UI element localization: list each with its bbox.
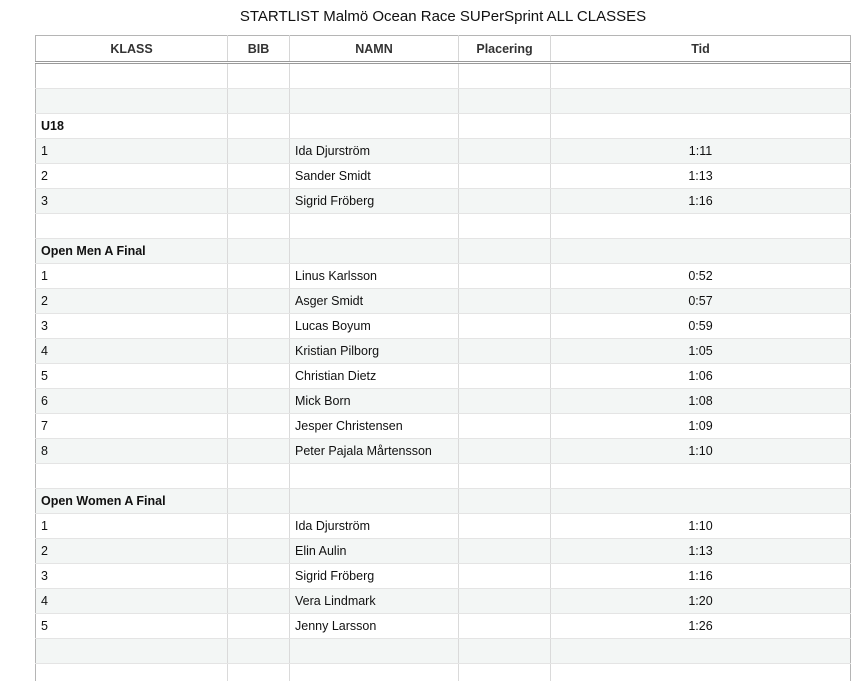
tid-cell[interactable]: 1:10 xyxy=(551,439,851,464)
klass-cell[interactable] xyxy=(36,214,228,239)
placering-cell[interactable] xyxy=(459,614,551,639)
klass-cell[interactable] xyxy=(36,89,228,114)
bib-cell[interactable] xyxy=(228,414,290,439)
namn-cell[interactable]: Sander Smidt xyxy=(290,164,459,189)
header-row xyxy=(36,36,851,63)
table-row xyxy=(36,139,851,164)
klass-cell[interactable]: 3 xyxy=(36,314,228,339)
bib-cell[interactable] xyxy=(228,314,290,339)
table-row xyxy=(36,414,851,439)
namn-cell[interactable]: Lucas Boyum xyxy=(290,314,459,339)
klass-cell[interactable]: 4 xyxy=(36,589,228,614)
placering-cell[interactable] xyxy=(459,139,551,164)
klass-cell[interactable]: 5 xyxy=(36,364,228,389)
table-body xyxy=(36,63,851,681)
bib-cell[interactable] xyxy=(228,614,290,639)
table-row xyxy=(36,539,851,564)
page-title: STARTLIST Malmö Ocean Race SUPerSprint ALL CLASSES xyxy=(239,8,647,25)
tid-cell[interactable] xyxy=(551,489,851,514)
blank-row xyxy=(36,214,851,239)
bib-cell[interactable] xyxy=(228,114,290,139)
placering-cell[interactable] xyxy=(459,339,551,364)
namn-cell[interactable] xyxy=(290,89,459,114)
klass-cell[interactable]: 4 xyxy=(36,339,228,364)
namn-cell[interactable] xyxy=(290,214,459,239)
tid-cell[interactable] xyxy=(551,239,851,264)
table-row xyxy=(36,339,851,364)
bib-cell[interactable] xyxy=(228,164,290,189)
placering-cell[interactable] xyxy=(459,289,551,314)
klass-cell[interactable]: 2 xyxy=(36,289,228,314)
namn-cell[interactable]: Vera Lindmark xyxy=(290,589,459,614)
bib-cell[interactable] xyxy=(228,589,290,614)
placering-cell[interactable] xyxy=(459,164,551,189)
bib-cell[interactable] xyxy=(228,439,290,464)
namn-cell[interactable] xyxy=(290,664,459,681)
tid-cell[interactable] xyxy=(551,639,851,664)
bib-cell[interactable] xyxy=(228,339,290,364)
column-header-tid[interactable]: Tid xyxy=(551,36,851,63)
placering-cell[interactable] xyxy=(459,414,551,439)
placering-cell[interactable] xyxy=(459,63,551,89)
column-header-namn[interactable]: NAMN xyxy=(290,36,459,63)
tid-cell[interactable]: 1:10 xyxy=(551,514,851,539)
namn-cell[interactable]: Kristian Pilborg xyxy=(290,339,459,364)
table-row xyxy=(36,189,851,214)
table-row xyxy=(36,514,851,539)
klass-cell[interactable]: 5 xyxy=(36,614,228,639)
klass-cell[interactable]: 2 xyxy=(36,539,228,564)
bib-cell[interactable] xyxy=(228,539,290,564)
placering-cell[interactable] xyxy=(459,189,551,214)
bib-cell[interactable] xyxy=(228,139,290,164)
namn-cell[interactable]: Mick Born xyxy=(290,389,459,414)
namn-cell[interactable] xyxy=(290,639,459,664)
klass-cell[interactable] xyxy=(36,63,228,89)
placering-cell[interactable] xyxy=(459,314,551,339)
bib-cell[interactable] xyxy=(228,514,290,539)
namn-cell[interactable]: Peter Pajala Mårtensson xyxy=(290,439,459,464)
bib-cell[interactable] xyxy=(228,489,290,514)
tid-cell[interactable]: 1:26 xyxy=(551,614,851,639)
tid-cell[interactable] xyxy=(551,114,851,139)
klass-cell[interactable]: 1 xyxy=(36,139,228,164)
placering-cell[interactable] xyxy=(459,589,551,614)
placering-cell[interactable] xyxy=(459,514,551,539)
tid-cell[interactable]: 1:13 xyxy=(551,164,851,189)
blank-row xyxy=(36,639,851,664)
tid-cell[interactable] xyxy=(551,214,851,239)
klass-cell[interactable]: 1 xyxy=(36,264,228,289)
namn-cell[interactable] xyxy=(290,464,459,489)
bib-cell[interactable] xyxy=(228,639,290,664)
namn-cell[interactable]: Sigrid Fröberg xyxy=(290,189,459,214)
placering-cell[interactable] xyxy=(459,389,551,414)
bib-cell[interactable] xyxy=(228,564,290,589)
namn-cell[interactable]: Christian Dietz xyxy=(290,364,459,389)
namn-cell[interactable]: Sigrid Fröberg xyxy=(290,564,459,589)
placering-cell[interactable] xyxy=(459,489,551,514)
klass-cell[interactable] xyxy=(36,664,228,681)
klass-cell[interactable]: Open Men A Final xyxy=(36,239,228,264)
section-header-row xyxy=(36,114,851,139)
namn-cell[interactable]: Ida Djurström xyxy=(290,514,459,539)
placering-cell[interactable] xyxy=(459,364,551,389)
tid-cell[interactable]: 1:08 xyxy=(551,389,851,414)
klass-cell[interactable]: 3 xyxy=(36,189,228,214)
column-header-bib[interactable]: BIB xyxy=(228,36,290,63)
bib-cell[interactable] xyxy=(228,664,290,681)
table-row xyxy=(36,589,851,614)
tid-cell[interactable] xyxy=(551,664,851,681)
namn-cell[interactable]: Linus Karlsson xyxy=(290,264,459,289)
klass-cell[interactable]: 8 xyxy=(36,439,228,464)
klass-cell[interactable]: 1 xyxy=(36,514,228,539)
table-row xyxy=(36,564,851,589)
klass-cell[interactable]: 6 xyxy=(36,389,228,414)
namn-cell[interactable]: Jenny Larsson xyxy=(290,614,459,639)
tid-cell[interactable] xyxy=(551,464,851,489)
column-header-klass[interactable]: KLASS xyxy=(36,36,228,63)
namn-cell[interactable] xyxy=(290,239,459,264)
tid-cell[interactable]: 1:09 xyxy=(551,414,851,439)
bib-cell[interactable] xyxy=(228,264,290,289)
blank-row xyxy=(36,63,851,89)
klass-cell[interactable] xyxy=(36,639,228,664)
bib-cell[interactable] xyxy=(228,63,290,89)
placering-cell[interactable] xyxy=(459,114,551,139)
namn-cell[interactable] xyxy=(290,114,459,139)
table-row xyxy=(36,264,851,289)
tid-cell[interactable] xyxy=(551,89,851,114)
placering-cell[interactable] xyxy=(459,539,551,564)
klass-cell[interactable]: U18 xyxy=(36,114,228,139)
bib-cell[interactable] xyxy=(228,214,290,239)
section-header-row xyxy=(36,239,851,264)
tid-cell[interactable]: 1:05 xyxy=(551,339,851,364)
placering-cell[interactable] xyxy=(459,239,551,264)
blank-row xyxy=(36,89,851,114)
klass-cell[interactable] xyxy=(36,464,228,489)
placering-cell[interactable] xyxy=(459,639,551,664)
tid-cell[interactable]: 1:20 xyxy=(551,589,851,614)
namn-cell[interactable]: Asger Smidt xyxy=(290,289,459,314)
table-row xyxy=(36,439,851,464)
tid-cell[interactable]: 1:16 xyxy=(551,189,851,214)
placering-cell[interactable] xyxy=(459,564,551,589)
tid-cell[interactable]: 0:59 xyxy=(551,314,851,339)
tid-cell[interactable]: 0:52 xyxy=(551,264,851,289)
namn-cell[interactable]: Ida Djurström xyxy=(290,139,459,164)
tid-cell[interactable]: 1:06 xyxy=(551,364,851,389)
tid-cell[interactable] xyxy=(551,63,851,89)
namn-cell[interactable] xyxy=(290,489,459,514)
column-header-placering[interactable]: Placering xyxy=(459,36,551,63)
namn-cell[interactable] xyxy=(290,63,459,89)
blank-row xyxy=(36,664,851,681)
table-row xyxy=(36,614,851,639)
placering-cell[interactable] xyxy=(459,464,551,489)
placering-cell[interactable] xyxy=(459,264,551,289)
table-row xyxy=(36,289,851,314)
bib-cell[interactable] xyxy=(228,464,290,489)
bib-cell[interactable] xyxy=(228,89,290,114)
bib-cell[interactable] xyxy=(228,189,290,214)
blank-row xyxy=(36,464,851,489)
placering-cell[interactable] xyxy=(459,89,551,114)
table-row xyxy=(36,314,851,339)
section-header-row xyxy=(36,489,851,514)
table-row xyxy=(36,364,851,389)
placering-cell[interactable] xyxy=(459,664,551,681)
tid-cell[interactable]: 0:57 xyxy=(551,289,851,314)
bib-cell[interactable] xyxy=(228,239,290,264)
startlist-table xyxy=(35,35,851,681)
tid-cell[interactable]: 1:16 xyxy=(551,564,851,589)
bib-cell[interactable] xyxy=(228,364,290,389)
klass-cell[interactable]: 7 xyxy=(36,414,228,439)
placering-cell[interactable] xyxy=(459,214,551,239)
bib-cell[interactable] xyxy=(228,289,290,314)
table-row xyxy=(36,389,851,414)
tid-cell[interactable]: 1:13 xyxy=(551,539,851,564)
klass-cell[interactable]: 3 xyxy=(36,564,228,589)
placering-cell[interactable] xyxy=(459,439,551,464)
tid-cell[interactable]: 1:11 xyxy=(551,139,851,164)
klass-cell[interactable]: 2 xyxy=(36,164,228,189)
namn-cell[interactable]: Jesper Christensen xyxy=(290,414,459,439)
table-row xyxy=(36,164,851,189)
bib-cell[interactable] xyxy=(228,389,290,414)
klass-cell[interactable]: Open Women A Final xyxy=(36,489,228,514)
namn-cell[interactable]: Elin Aulin xyxy=(290,539,459,564)
